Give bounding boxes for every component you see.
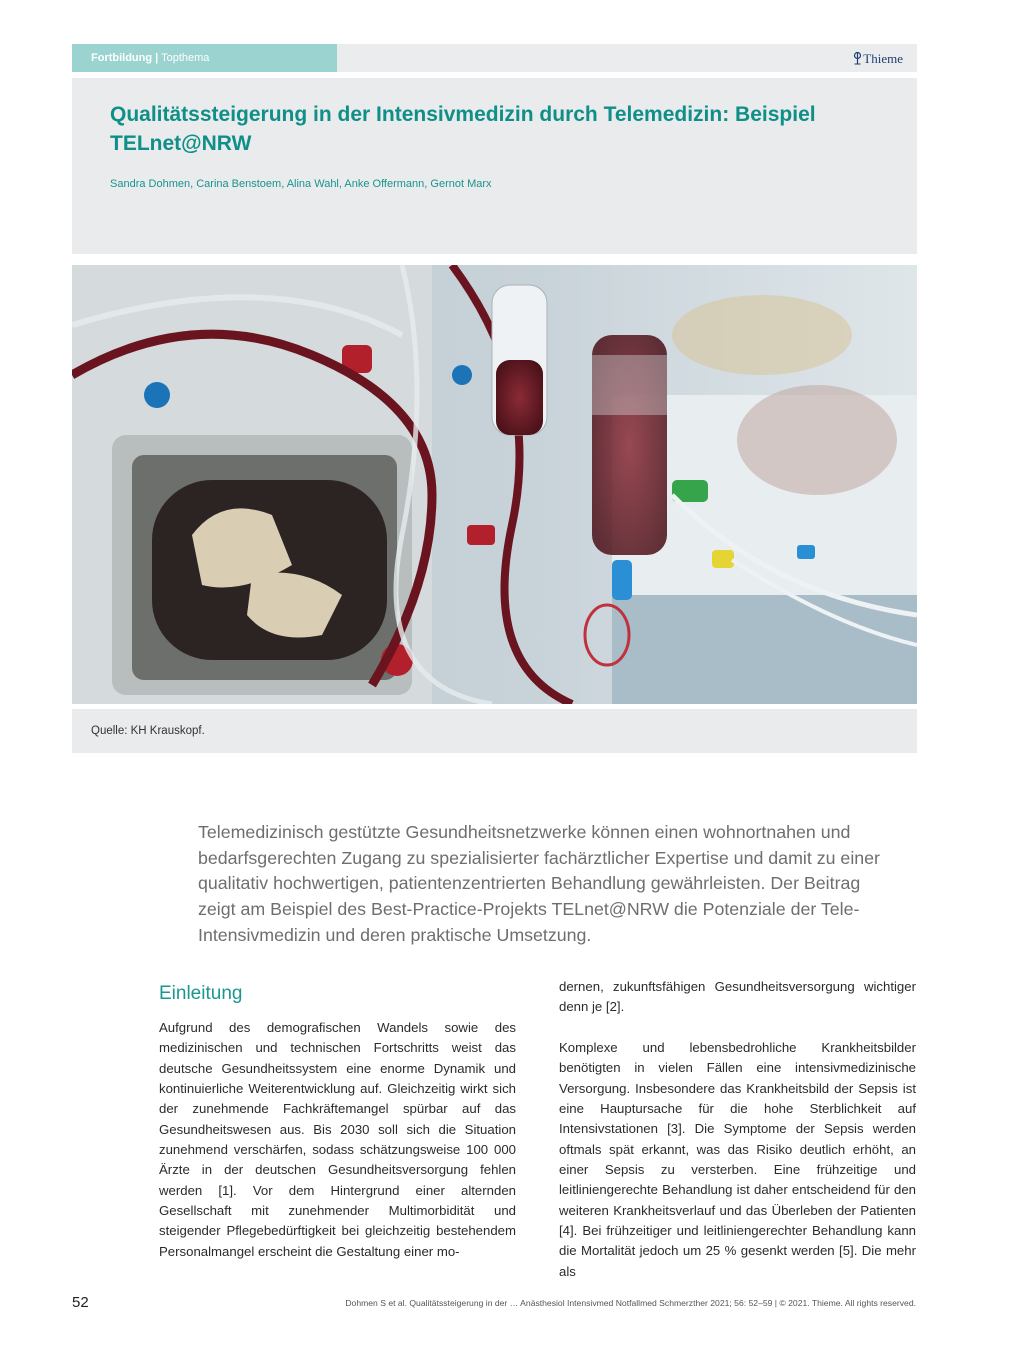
- abstract-text: Telemedizinisch gestützte Gesundheitsnetzwerke können einen wohnortnahen und bedarfsgerechten Zugang zu spezialisierter fachärztlicher Expertise und damit zu einer qualitativ hochwertigen, patientenzentrierten Behandlung gewährleisten. Der Beitrag zeigt am Beispiel des Best-Practice-Projekts TELnet@NRW die Potenziale der Tele-Intensivmedizin und deren praktische Umsetzung.: [198, 822, 880, 945]
- figure-caption: [72, 709, 917, 753]
- body-column-left: [159, 1018, 516, 1262]
- section-tag: [72, 44, 337, 72]
- category-separator: |: [155, 52, 159, 64]
- body-paragraph: Aufgrund des demografischen Wandels sowie des medizinischen und technischen Fortschritts weist das deutsche Gesundheitssystem eine enorme Dynamik und kontinuierliche Weiterentwicklung auf. Gleichzeitig wirkt sich der zunehmende Fachkräftemangel spürbar auf das Gesundheitswesen aus. Bis 2030 soll sich die Situation zunehmend verschärfen, sodass schätzungsweise 100 000 Ärzte in der deutschen Gesundheitsversorgung fehlen werden [1]. Vor dem Hintergrund einer alternden Gesellschaft mit zunehmender Multimorbidität und steigender Pflegebedürftigkeit bei gleichzeitig bestehendem Personalmangel erscheint die Gestaltung einer mo-: [159, 1020, 516, 1259]
- publisher-name: Thieme: [863, 51, 903, 66]
- section-heading-einleitung: Einleitung: [159, 983, 243, 1004]
- article-title: Qualitätssteigerung in der Intensivmedizin durch Telemedizin: Beispiel TELnet@NRW: [110, 103, 816, 155]
- dialysis-illustration: [72, 265, 917, 704]
- body-paragraph: Komplexe und lebensbedrohliche Krankheitsbilder benötigten in vielen Fällen eine intensivmedizinische Versorgung. Insbesondere das Krankheitsbild der Sepsis ist eine Hauptursache für die hohe Sterblichkeit auf Intensivstationen [3]. Die Symptome der Sepsis werden oftmals spät erkannt, was das Risiko deutlich erhöht, an einer Sepsis zu versterben. Eine frühzeitige und leitliniengerechte Behandlung ist daher entscheidend für den weiteren Krankheitsverlauf und das Überleben der Patienten [4]. Bei frühzeitiger und leitliniengerechter Behandlung kann die Mortalität jedoch um 25 % gesenkt werden [5]. Die mehr als: [559, 1040, 916, 1279]
- body-paragraph-continuation: dernen, zukunftsfähigen Gesundheitsversorgung wichtiger denn je [2].: [559, 979, 916, 1015]
- publisher-logo: [853, 51, 903, 67]
- citation-footer: Dohmen S et al. Qualitätssteigerung in der … Anästhesiol Intensivmed Notfallmed Schmerzther 2021; 56: 52–59 | © 2021. Thieme. All rights reserved.: [345, 1298, 916, 1308]
- subcategory-label: Topthema: [161, 52, 210, 64]
- body-column-right: [559, 977, 916, 1282]
- section-header-bar: [72, 44, 917, 72]
- page-number: 52: [72, 1294, 89, 1311]
- hero-photo-dialysis-machine: [72, 265, 917, 704]
- article-header: [72, 78, 917, 254]
- category-label: Fortbildung: [91, 52, 153, 64]
- article-authors: Sandra Dohmen, Carina Benstoem, Alina Wahl, Anke Offermann, Gernot Marx: [110, 178, 492, 190]
- thieme-logo-icon: [853, 52, 862, 65]
- figure-caption-text: Quelle: KH Krauskopf.: [91, 725, 205, 737]
- article-abstract: [198, 820, 898, 949]
